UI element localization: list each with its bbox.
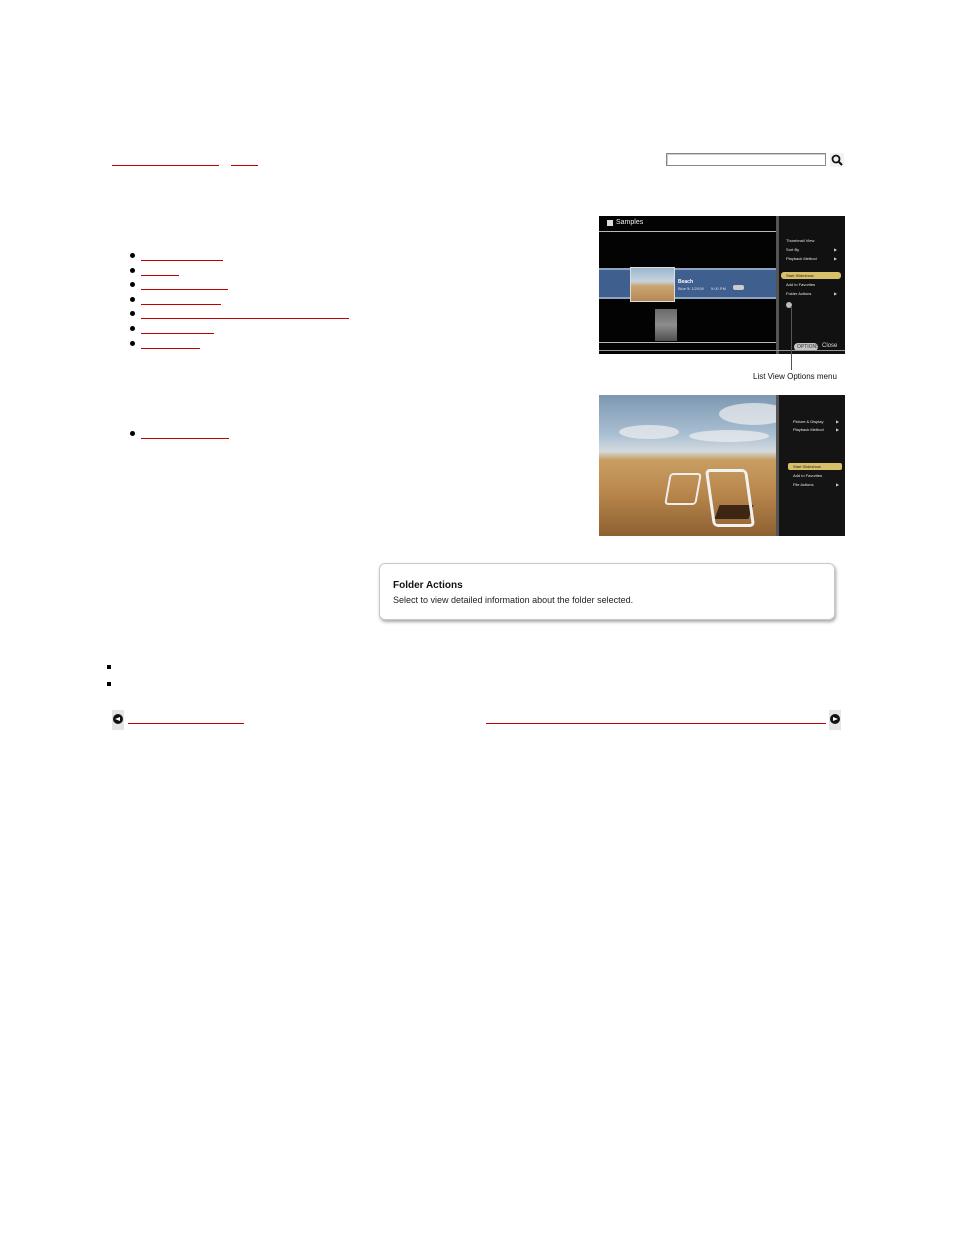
beach-chair: [664, 473, 702, 505]
photo-thumbnail: [630, 267, 675, 302]
topic-link[interactable]: [141, 278, 228, 290]
arrow-right-icon: ▶: [836, 482, 840, 487]
item-name: Beach: [678, 279, 694, 285]
topic-link[interactable]: [141, 264, 179, 276]
menu-item[interactable]: Add to Favorites: [786, 282, 816, 287]
menu-item-highlighted[interactable]: Start Slideshow: [781, 272, 841, 279]
prev-page-button[interactable]: [112, 710, 124, 730]
next-page-link[interactable]: [486, 712, 826, 724]
topic-link[interactable]: [141, 307, 349, 319]
callout-label: List View Options menu: [753, 372, 837, 381]
options-menu: [776, 395, 845, 536]
callout-line: [791, 306, 792, 370]
arrow-left-icon: [113, 714, 123, 724]
menu-item[interactable]: Thumbnail View: [786, 238, 815, 243]
note-bullet: [107, 682, 111, 686]
item-date: 5/ 1/2008: [687, 286, 704, 291]
topic-link[interactable]: [141, 337, 200, 349]
topic-link[interactable]: [141, 427, 229, 439]
topic-link[interactable]: [141, 322, 214, 334]
options-button[interactable]: OPTIONS: [794, 343, 818, 351]
beach-chair: [705, 469, 755, 527]
item-time: 5:00 PM: [711, 286, 726, 291]
options-menu: [776, 216, 845, 354]
info-description: Select to view detailed information about the folder selected.: [393, 595, 634, 605]
breadcrumb-link-2[interactable]: [231, 153, 258, 166]
list-view-screenshot: [599, 216, 845, 354]
menu-item[interactable]: File Actions: [793, 482, 814, 487]
search-input[interactable]: [666, 153, 826, 166]
info-title: Folder Actions: [393, 580, 463, 591]
photo-view-screenshot: [599, 395, 845, 536]
next-page-button[interactable]: [829, 710, 841, 730]
arrow-right-icon: ▶: [834, 291, 838, 296]
menu-item[interactable]: Playback Method: [786, 256, 817, 261]
screen-title: Samples: [616, 219, 644, 226]
photo-thumbnail: [655, 309, 677, 341]
note-bullet: [107, 665, 111, 669]
help-info-box: [379, 563, 835, 620]
menu-item[interactable]: Add to Favorites: [793, 473, 823, 478]
item-badge: [733, 285, 744, 290]
arrow-right-icon: [830, 714, 840, 724]
arrow-right-icon: ▶: [834, 247, 838, 252]
menu-item[interactable]: Picture & Display: [793, 419, 824, 424]
search-icon[interactable]: [830, 153, 844, 167]
home-icon: [607, 220, 613, 226]
topic-link[interactable]: [141, 293, 221, 305]
prev-page-link[interactable]: [128, 712, 244, 724]
arrow-right-icon: ▶: [834, 256, 838, 261]
menu-item-highlighted[interactable]: Start Slideshow: [788, 463, 842, 470]
close-label[interactable]: Close: [822, 343, 838, 349]
menu-item[interactable]: Playback Method: [793, 427, 824, 432]
arrow-right-icon: ▶: [836, 419, 840, 424]
screen-header: [599, 216, 776, 231]
item-meta: Blue: [678, 286, 687, 291]
arrow-right-icon: ▶: [836, 427, 840, 432]
breadcrumb-link-1[interactable]: [112, 153, 219, 166]
menu-item[interactable]: Sort By: [786, 247, 800, 252]
menu-item[interactable]: Folder Actions: [786, 291, 812, 296]
topic-link[interactable]: [141, 249, 223, 261]
